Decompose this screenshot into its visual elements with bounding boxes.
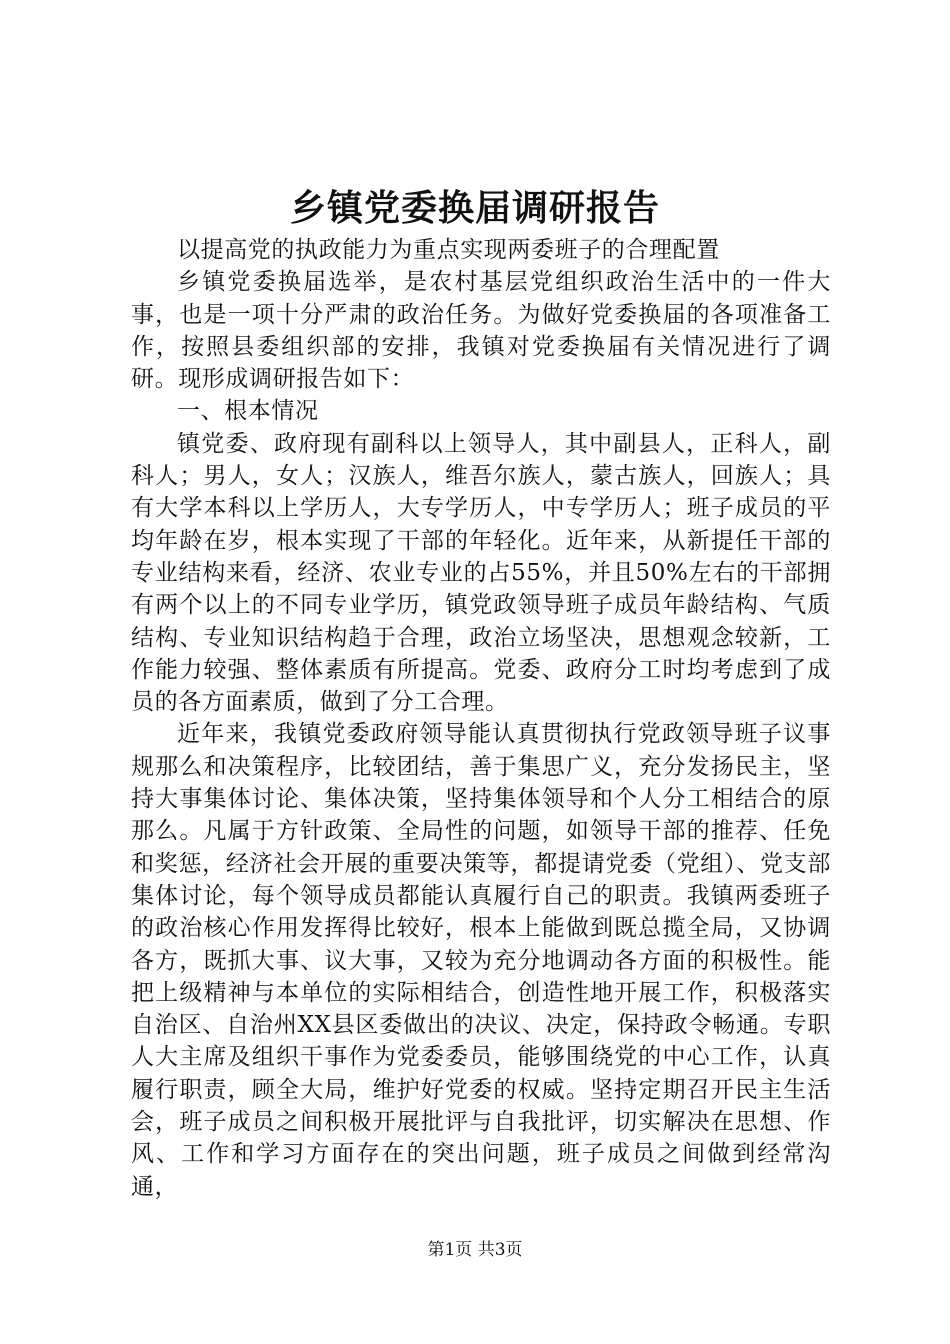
page-number-footer: 第1页 共3页 xyxy=(427,1240,523,1260)
document-title: 乡镇党委换届调研报告 xyxy=(289,187,660,229)
intro-paragraph: 乡镇党委换届选举，是农村基层党组织政治生活中的一件大事，也是一项十分严肃的政治任务。为做好党委换届的各项准备工作，按照县委组织部的安排，我镇对党委换届有关情况进行了调研。现形成调研报告如下： xyxy=(131,269,831,393)
section-heading: 一、根本情况 xyxy=(177,398,319,425)
document-body xyxy=(131,234,831,1203)
body-paragraph: 镇党委、政府现有副科以上领导人，其中副县人，正科人，副科人；男人，女人；汉族人，维吾尔族人，蒙古族人，回族人；具有大学本科以上学历人，大专学历人，中专学历人；班子成员的平均年龄在岁，根本实现了干部的年轻化。近年来，从新提任干部的专业结构来看，经济、农业专业的占55%，并且50%左右的干部拥有两个以上的不同专业学历，镇党政领导班子成员年龄结构、气质结构、专业知识结构趋于合理，政治立场坚决，思想观念较新，工作能力较强、整体素质有所提高。党委、政府分工时均考虑到了成员的各方面素质，做到了分工合理。 xyxy=(131,430,831,716)
subtitle-paragraph: 以提高党的执政能力为重点实现两委班子的合理配置 xyxy=(177,237,720,263)
body-paragraph: 近年来，我镇党委政府领导能认真贯彻执行党政领导班子议事规那么和决策程序，比较团结，善于集思广义，充分发扬民主，坚持大事集体讨论、集体决策，坚持集体领导和个人分工相结合的原那么。凡属于方针政策、全局性的问题，如领导干部的推荐、任免和奖惩，经济社会开展的重要决策等，都提请党委（党组）、党支部集体讨论，每个领导成员都能认真履行自己的职责。我镇两委班子的政治核心作用发挥得比较好，根本上能做到既总揽全局，又协调各方，既抓大事、议大事，又较为充分地调动各方面的积极性。能把上级精神与本单位的实际相结合，创造性地开展工作，积极落实自治区、自治州XX县区委做出的决议、决定，保持政令畅通。专职人大主席及组织干事作为党委委员，能够围绕党的中心工作，认真履行职责，顾全大局，维护好党委的权威。坚持定期召开民主生活会，班子成员之间积极开展批评与自我批评，切实解决在思想、作风、工作和学习方面存在的突出问题，班子成员之间做到经常沟通， xyxy=(131,721,831,1200)
